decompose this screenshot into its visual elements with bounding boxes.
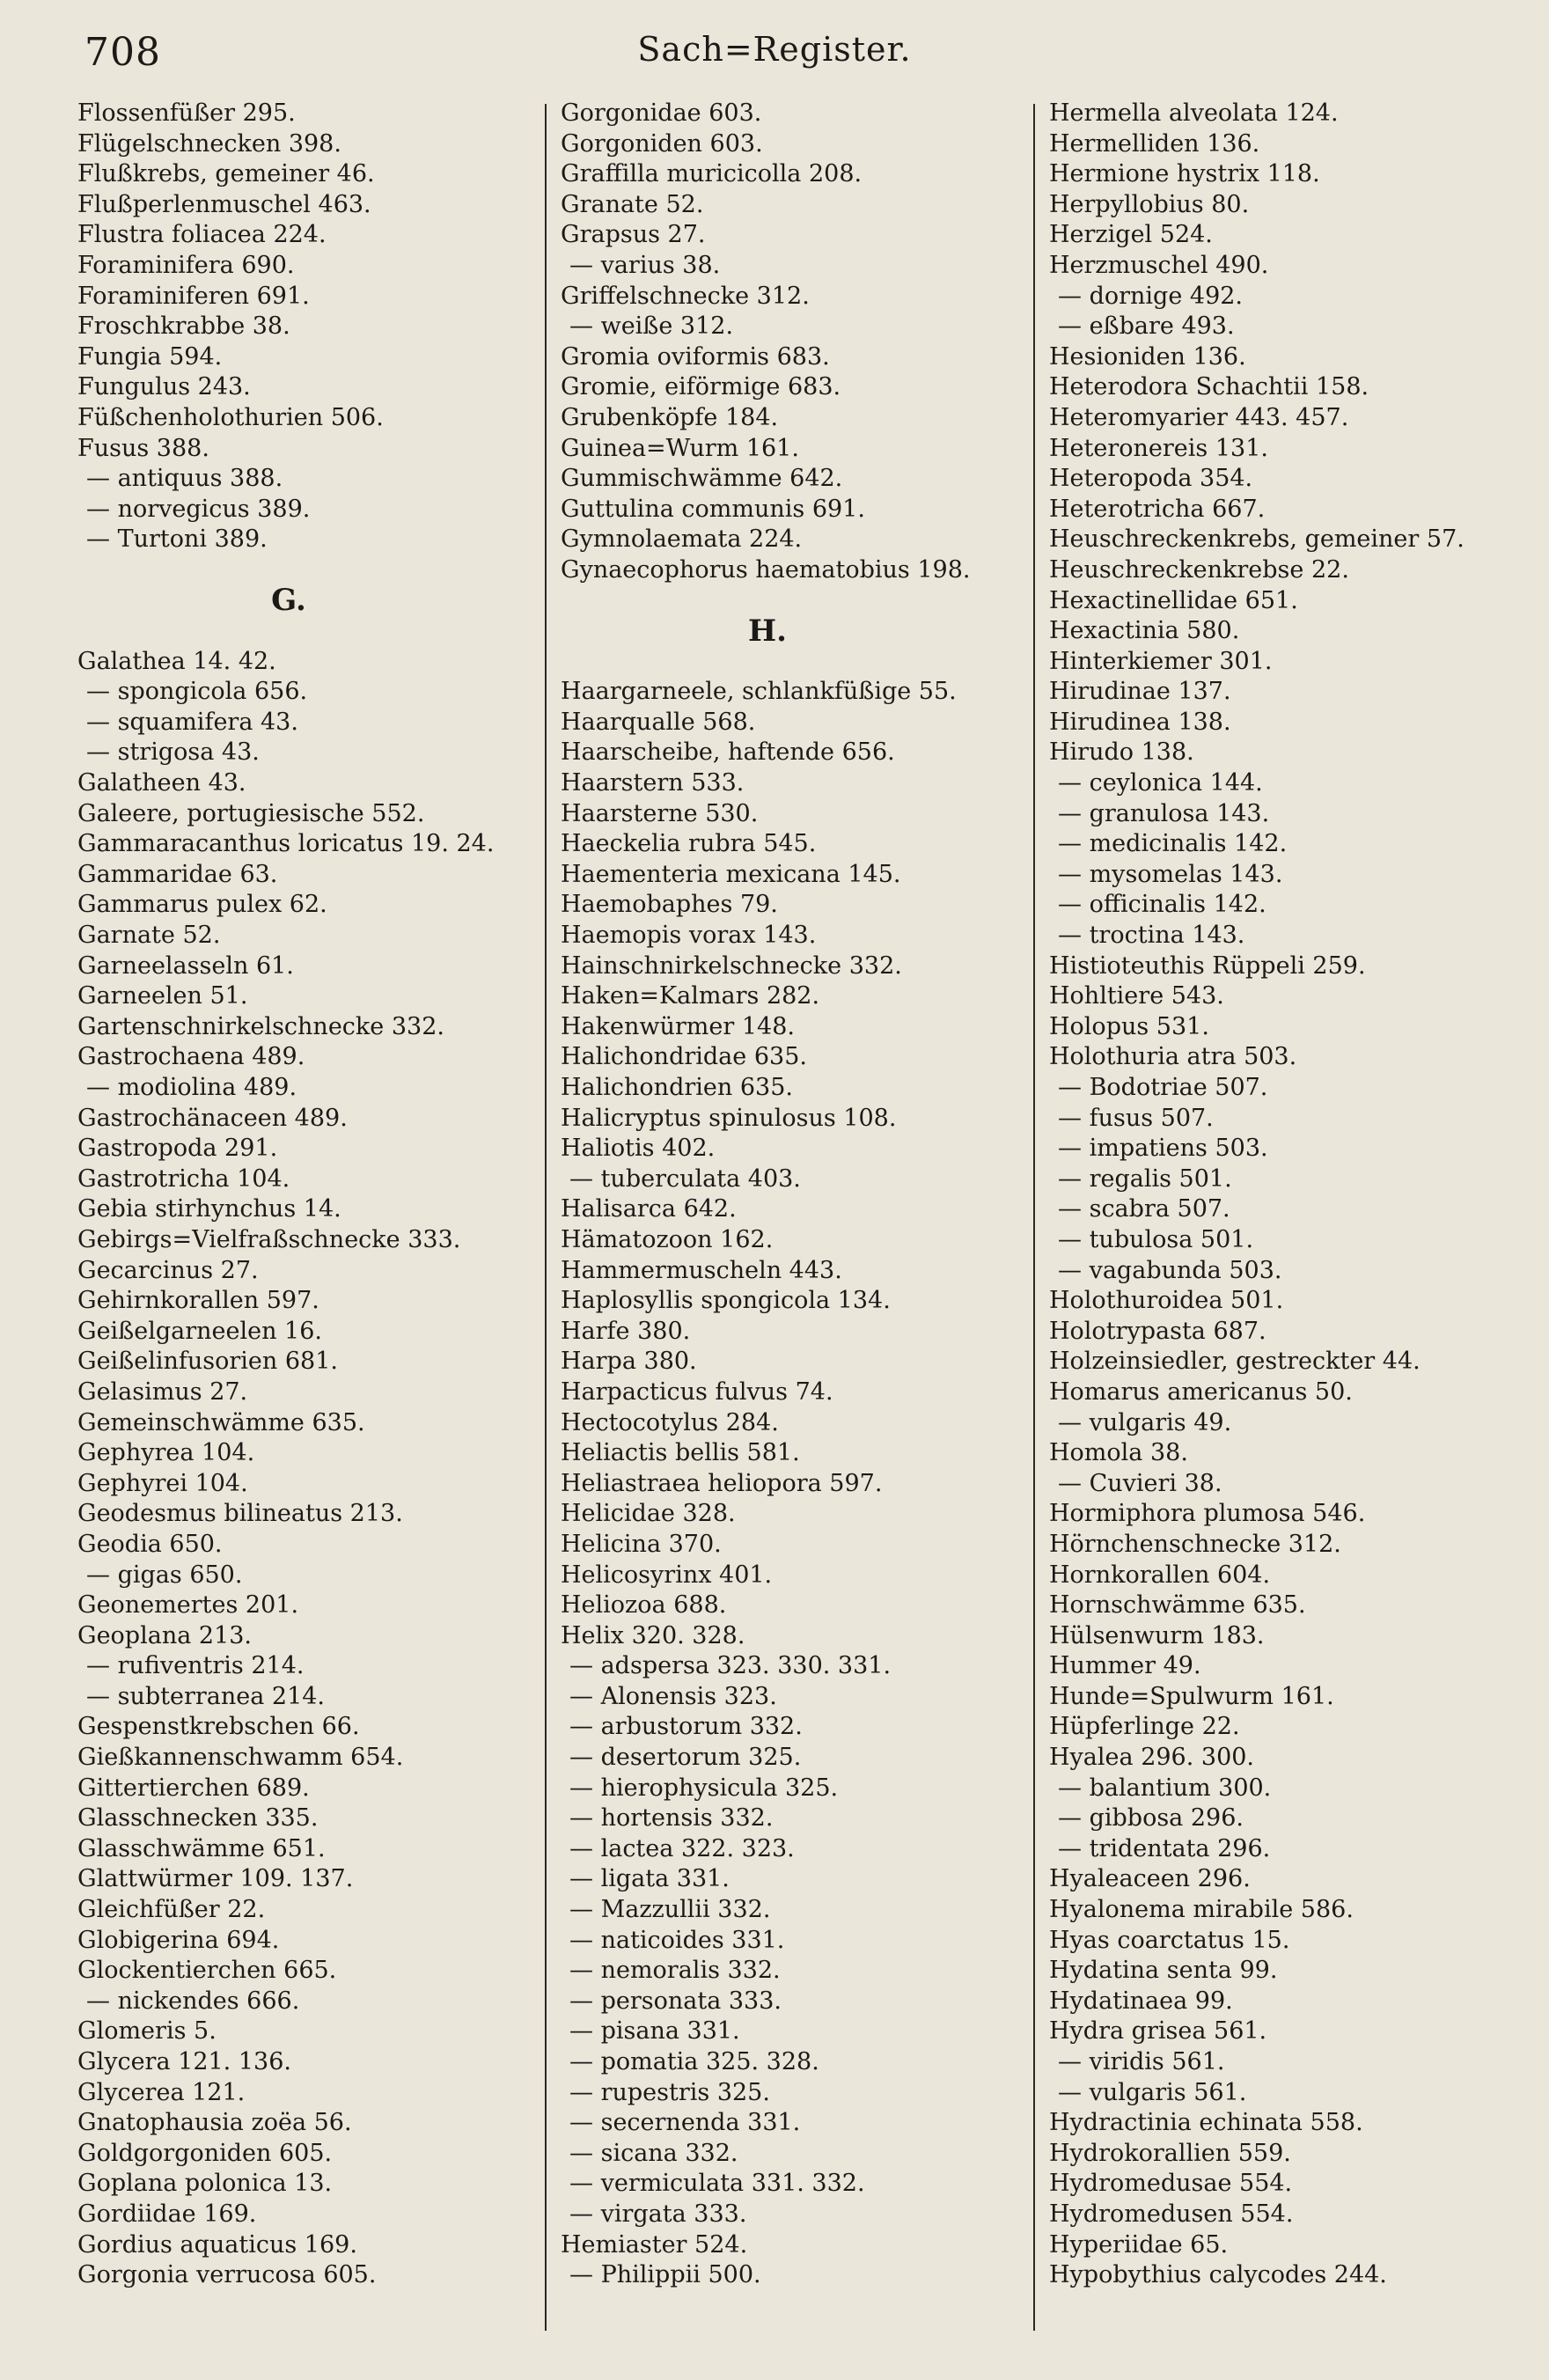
letter-heading-text: H.: [748, 613, 787, 649]
index-subentry: — mysomelas 143.: [1058, 860, 1283, 888]
index-entry: Hunde=Spulwurm 161.: [1049, 1682, 1334, 1710]
index-entry: Hirudinae 137.: [1049, 678, 1231, 706]
index-entry: Gromia oviformis 683.: [561, 342, 830, 371]
index-entry: Heteromyarier 443. 457.: [1049, 403, 1349, 431]
index-entry: Haplosyllis spongicola 134.: [561, 1287, 891, 1315]
index-entry: Haargarneele, schlankfüßige 55.: [561, 678, 957, 706]
index-entry: Helicidae 328.: [561, 1500, 736, 1528]
index-entry: Goldgorgoniden 605.: [77, 2139, 333, 2167]
index-column-1: [77, 99, 535, 2291]
index-entry: Fungulus 243.: [77, 373, 251, 401]
index-entry: Glattwürmer 109. 137.: [77, 1865, 354, 1893]
index-subentry: — troctina 143.: [1058, 922, 1245, 950]
index-entry: Hörnchenschnecke 312.: [1049, 1530, 1341, 1558]
index-subentry: — hortensis 332.: [569, 1804, 774, 1833]
index-entry: Hinterkiemer 301.: [1049, 647, 1273, 675]
index-subentry: — squamifera 43.: [86, 708, 298, 736]
index-entry: Hydractinia echinata 558.: [1049, 2109, 1363, 2137]
index-subentry: — lactea 322. 323.: [569, 1834, 795, 1862]
index-entry: Glomeris 5.: [77, 2017, 217, 2046]
index-entry: Gittertierchen 689.: [77, 1774, 310, 1802]
index-entry: Gebia stirhynchus 14.: [77, 1195, 341, 1223]
index-entry: Gordiidae 169.: [77, 2200, 257, 2228]
index-entry: Gummischwämme 642.: [561, 465, 843, 493]
index-entry: Histioteuthis Rüppeli 259.: [1049, 951, 1366, 980]
index-entry: Gromie, eiförmige 683.: [561, 373, 841, 401]
index-entry: Hydrokorallien 559.: [1049, 2139, 1291, 2167]
index-subentry: — hierophysicula 325.: [569, 1774, 839, 1802]
index-entry: Gießkannenschwamm 654.: [77, 1744, 404, 1772]
index-entry: Haemobaphes 79.: [561, 891, 778, 919]
index-subentry: — virgata 333.: [569, 2200, 747, 2228]
index-entry: Harpacticus fulvus 74.: [561, 1377, 833, 1406]
index-entry: Holopus 531.: [1049, 1012, 1209, 1040]
index-entry: Gecarcinus 27.: [77, 1256, 259, 1284]
index-entry: Hexactinellidae 651.: [1049, 586, 1298, 614]
index-entry: Galatheen 43.: [77, 769, 246, 797]
index-entry: Gehirnkorallen 597.: [77, 1287, 319, 1315]
index-entry: Foraminifera 690.: [77, 251, 295, 279]
index-entry: Griffelschnecke 312.: [561, 282, 810, 310]
index-entry: Herpyllobius 80.: [1049, 190, 1250, 218]
index-subentry: — rufiventris 214.: [86, 1652, 305, 1680]
index-subentry: — Alonensis 323.: [569, 1682, 777, 1710]
index-entry: Hermelliden 136.: [1049, 129, 1260, 158]
index-entry: Hammermuscheln 443.: [561, 1256, 842, 1284]
index-subentry: — personata 333.: [569, 1987, 782, 2015]
index-subentry: — regalis 501.: [1058, 1164, 1232, 1193]
index-entry: Guinea=Wurm 161.: [561, 434, 799, 462]
index-subentry: — subterranea 214.: [86, 1682, 326, 1710]
index-entry: Hexactinia 580.: [1049, 617, 1240, 645]
index-subentry: — tuberculata 403.: [569, 1164, 801, 1193]
index-entry: Hyperiidae 65.: [1049, 2230, 1229, 2259]
index-entry: Heuschreckenkrebs, gemeiner 57.: [1049, 525, 1465, 554]
index-entry: Gammaracanthus loricatus 19. 24.: [77, 830, 495, 858]
index-entry: Gespenstkrebschen 66.: [77, 1713, 360, 1741]
column-rule: [1033, 104, 1035, 2331]
index-entry: Fungia 594.: [77, 342, 223, 371]
index-entry: Hyalonema mirabile 586.: [1049, 1896, 1354, 1924]
index-entry: Hohltiere 543.: [1049, 982, 1224, 1010]
index-entry: Geodesmus bilineatus 213.: [77, 1500, 403, 1528]
index-entry: Gammaridae 63.: [77, 860, 278, 888]
index-subentry: — secernenda 331.: [569, 2109, 801, 2137]
index-entry: Glycerea 121.: [77, 2078, 246, 2106]
page-number: 708: [84, 30, 161, 75]
index-subentry: — Bodotriae 507.: [1058, 1074, 1268, 1101]
index-entry: Heliactis bellis 581.: [561, 1439, 800, 1467]
running-title: Sach=Register.: [637, 30, 912, 69]
index-entry: Geonemertes 201.: [77, 1591, 299, 1620]
index-entry: Halichondrien 635.: [561, 1074, 793, 1102]
index-entry: Gastropoda 291.: [77, 1135, 278, 1163]
index-entry: Hornkorallen 604.: [1049, 1561, 1271, 1589]
index-entry: Haeckelia rubra 545.: [561, 830, 817, 858]
index-entry: Hämatozoon 162.: [561, 1225, 774, 1253]
index-subentry: — gigas 650.: [86, 1561, 243, 1589]
index-entry: Hornschwämme 635.: [1049, 1591, 1306, 1620]
index-entry: Globigerina 694.: [77, 1926, 280, 1954]
index-subentry: — impatiens 503.: [1058, 1135, 1268, 1163]
index-subentry: — vulgaris 49.: [1058, 1408, 1232, 1436]
index-entry: Holzeinsiedler, gestreckter 44.: [1049, 1348, 1421, 1376]
index-entry: Holotrypasta 687.: [1049, 1317, 1266, 1345]
index-entry: Hesioniden 136.: [1049, 342, 1246, 371]
index-entry: Gastrochänaceen 489.: [77, 1104, 348, 1132]
index-entry: Harpa 380.: [561, 1348, 697, 1376]
index-subentry: — antiquus 388.: [86, 465, 283, 493]
index-subentry: — granulosa 143.: [1058, 799, 1270, 827]
index-entry: Flossenfüßer 295.: [77, 99, 296, 127]
index-subentry: — ceylonica 144.: [1058, 769, 1263, 797]
index-entry: Haarstern 533.: [561, 769, 745, 797]
index-subentry: — nickendes 666.: [86, 1987, 300, 2015]
index-entry: Homarus americanus 50.: [1049, 1377, 1353, 1406]
index-entry: Granate 52.: [561, 190, 704, 218]
index-entry: Harfe 380.: [561, 1317, 691, 1345]
index-entry: Graffilla muricicolla 208.: [561, 160, 863, 188]
index-entry: Gorgoniden 603.: [561, 129, 763, 158]
index-entry: Gartenschnirkelschnecke 332.: [77, 1012, 444, 1040]
index-subentry: — adspersa 323. 330. 331.: [569, 1652, 892, 1680]
index-entry: Hydra grisea 561.: [1049, 2017, 1267, 2046]
index-entry: Heterotricha 667.: [1049, 495, 1266, 523]
index-entry: Hormiphora plumosa 546.: [1049, 1500, 1366, 1528]
index-entry: Gephyrea 104.: [77, 1439, 255, 1467]
index-entry: Gephyrei 104.: [77, 1469, 248, 1497]
index-entry: Galeere, portugiesische 552.: [77, 799, 425, 827]
index-subentry: — naticoides 331.: [569, 1926, 785, 1954]
index-entry: Heterodora Schachtii 158.: [1049, 373, 1369, 401]
index-entry: Hermella alveolata 124.: [1049, 99, 1339, 127]
index-subentry: — spongicola 656.: [86, 678, 308, 706]
index-entry: Guttulina communis 691.: [561, 495, 865, 523]
index-entry: Gebirgs=Vielfraßschnecke 333.: [77, 1225, 461, 1253]
index-entry: Holothuria atra 503.: [1049, 1043, 1297, 1071]
index-entry: Gammarus pulex 62.: [77, 891, 327, 919]
index-entry: Haementeria mexicana 145.: [561, 860, 901, 888]
letter-heading-text: G.: [271, 582, 306, 618]
index-entry: Hemiaster 524.: [561, 2230, 748, 2259]
index-subentry: — norvegicus 389.: [86, 495, 311, 523]
index-entry: Helix 320. 328.: [561, 1621, 745, 1649]
index-subentry: — viridis 561.: [1058, 2048, 1225, 2075]
index-entry: Gastrochaena 489.: [77, 1043, 305, 1071]
index-subentry: — balantium 300.: [1058, 1774, 1272, 1802]
index-subentry: — officinalis 142.: [1058, 891, 1266, 919]
index-subentry: — rupestris 325.: [569, 2078, 770, 2106]
index-entry: Gorgonia verrucosa 605.: [77, 2261, 377, 2289]
index-entry: Flustra foliacea 224.: [77, 221, 327, 249]
index-entry: Flußperlenmuschel 463.: [77, 190, 371, 218]
index-entry: Gnatophausia zoëa 56.: [77, 2109, 352, 2137]
index-entry: Geißelgarneelen 16.: [77, 1317, 322, 1345]
index-entry: Herzigel 524.: [1049, 221, 1213, 249]
index-entry: Geodia 650.: [77, 1530, 223, 1558]
index-entry: Froschkrabbe 38.: [77, 312, 290, 341]
index-subentry: — fusus 507.: [1058, 1104, 1214, 1132]
index-entry: Glycera 121. 136.: [77, 2048, 291, 2076]
index-entry: Haliotis 402.: [561, 1135, 716, 1163]
index-column-2: [561, 99, 1027, 2291]
index-entry: Homola 38.: [1049, 1439, 1188, 1467]
index-subentry: — strigosa 43.: [86, 738, 260, 767]
index-entry: Foraminiferen 691.: [77, 282, 310, 310]
index-entry: Heteropoda 354.: [1049, 465, 1253, 493]
index-subentry: — weiße 312.: [569, 312, 734, 341]
index-entry: Hydromedusae 554.: [1049, 2170, 1293, 2198]
index-subentry: — pomatia 325. 328.: [569, 2048, 819, 2076]
index-entry: Geoplana 213.: [77, 1621, 253, 1649]
index-entry: Halisarca 642.: [561, 1195, 737, 1223]
index-entry: Hydromedusen 554.: [1049, 2200, 1294, 2228]
index-entry: Hummer 49.: [1049, 1652, 1201, 1680]
index-subentry: — Turtoni 389.: [86, 525, 268, 554]
index-entry: Hermione hystrix 118.: [1049, 160, 1320, 188]
column-rule: [545, 104, 547, 2331]
index-entry: Goplana polonica 13.: [77, 2170, 333, 2198]
index-subentry: — eßbare 493.: [1058, 312, 1235, 341]
index-entry: Heteronereis 131.: [1049, 434, 1268, 462]
index-entry: Galathea 14. 42.: [77, 647, 276, 675]
index-entry: Hectocotylus 284.: [561, 1408, 779, 1436]
index-entry: Heuschreckenkrebse 22.: [1049, 555, 1349, 584]
index-entry: Heliastraea heliopora 597.: [561, 1469, 883, 1497]
index-subentry: — gibbosa 296.: [1058, 1804, 1244, 1833]
index-subentry: — dornige 492.: [1058, 282, 1244, 310]
index-entry: Hyas coarctatus 15.: [1049, 1926, 1290, 1954]
index-subentry: — arbustorum 332.: [569, 1713, 803, 1741]
index-entry: Flußkrebs, gemeiner 46.: [77, 160, 375, 188]
index-entry: Hyalea 296. 300.: [1049, 1744, 1255, 1772]
index-subentry: — Philippii 500.: [569, 2261, 761, 2289]
index-entry: Haken=Kalmars 282.: [561, 982, 820, 1010]
index-entry: Garnate 52.: [77, 922, 221, 950]
index-entry: Helicina 370.: [561, 1530, 722, 1558]
index-entry: Hyaleaceen 296.: [1049, 1865, 1251, 1893]
index-subentry: — tubulosa 501.: [1058, 1225, 1254, 1253]
index-entry: Herzmuschel 490.: [1049, 251, 1269, 279]
index-subentry: — Cuvieri 38.: [1058, 1469, 1222, 1497]
letter-heading: [561, 586, 1027, 678]
index-entry: Fusus 388.: [77, 434, 209, 462]
index-entry: Hülsenwurm 183.: [1049, 1621, 1265, 1649]
index-entry: Helicosyrinx 401.: [561, 1561, 773, 1589]
index-entry: Glasschwämme 651.: [77, 1834, 326, 1862]
index-entry: Haarscheibe, haftende 656.: [561, 738, 895, 767]
index-subentry: — tridentata 296.: [1058, 1834, 1271, 1862]
index-subentry: — varius 38.: [569, 251, 721, 279]
index-entry: Garneelasseln 61.: [77, 951, 294, 980]
index-subentry: — sicana 332.: [569, 2139, 738, 2167]
index-entry: Gorgonidae 603.: [561, 99, 762, 127]
index-entry: Gordius aquaticus 169.: [77, 2230, 357, 2259]
index-entry: Glasschnecken 335.: [77, 1804, 319, 1833]
index-entry: Halicryptus spinulosus 108.: [561, 1104, 897, 1132]
index-entry: Gelasimus 27.: [77, 1377, 248, 1406]
index-entry: Hakenwürmer 148.: [561, 1012, 795, 1040]
index-entry: Hydatina senta 99.: [1049, 1957, 1278, 1985]
index-entry: Garneelen 51.: [77, 982, 248, 1010]
index-subentry: — scabra 507.: [1058, 1195, 1230, 1223]
index-entry: Holothuroidea 501.: [1049, 1287, 1284, 1315]
index-subentry: — ligata 331.: [569, 1865, 730, 1893]
index-entry: Hirudinea 138.: [1049, 708, 1231, 736]
index-entry: Hainschnirkelschnecke 332.: [561, 951, 902, 980]
index-subentry: — nemoralis 332.: [569, 1957, 781, 1985]
index-entry: Hüpferlinge 22.: [1049, 1713, 1240, 1741]
letter-heading: [77, 555, 535, 647]
index-entry: Grubenköpfe 184.: [561, 403, 779, 431]
index-entry: Gynaecophorus haematobius 198.: [561, 555, 971, 584]
index-entry: Hydatinaea 99.: [1049, 1987, 1233, 2015]
index-entry: Haarqualle 568.: [561, 708, 756, 736]
index-entry: Haemopis vorax 143.: [561, 922, 817, 950]
index-entry: Gymnolaemata 224.: [561, 525, 803, 554]
index-entry: Hypobythius calycodes 244.: [1049, 2261, 1387, 2289]
index-entry: Hirudo 138.: [1049, 738, 1194, 767]
index-subentry: — vulgaris 561.: [1058, 2078, 1247, 2106]
index-column-3: [1049, 99, 1524, 2291]
index-entry: Gastrotricha 104.: [77, 1164, 290, 1193]
index-entry: Füßchenholothurien 506.: [77, 403, 384, 431]
index-entry: Flügelschnecken 398.: [77, 129, 341, 158]
index-entry: Heliozoa 688.: [561, 1591, 727, 1620]
index-entry: Haarsterne 530.: [561, 799, 759, 827]
index-subentry: — pisana 331.: [569, 2017, 740, 2046]
index-entry: Halichondridae 635.: [561, 1043, 807, 1071]
index-subentry: — vermiculata 331. 332.: [569, 2170, 865, 2198]
index-subentry: — Mazzullii 332.: [569, 1896, 771, 1924]
index-entry: Gemeinschwämme 635.: [77, 1408, 365, 1436]
index-subentry: — modiolina 489.: [86, 1074, 297, 1102]
index-entry: Glockentierchen 665.: [77, 1957, 337, 1985]
index-subentry: — vagabunda 503.: [1058, 1256, 1282, 1284]
index-entry: Grapsus 27.: [561, 221, 706, 249]
index-subentry: — medicinalis 142.: [1058, 830, 1288, 858]
index-entry: Geißelinfusorien 681.: [77, 1348, 338, 1376]
index-entry: Gleichfüßer 22.: [77, 1896, 266, 1924]
index-subentry: — desertorum 325.: [569, 1744, 802, 1772]
